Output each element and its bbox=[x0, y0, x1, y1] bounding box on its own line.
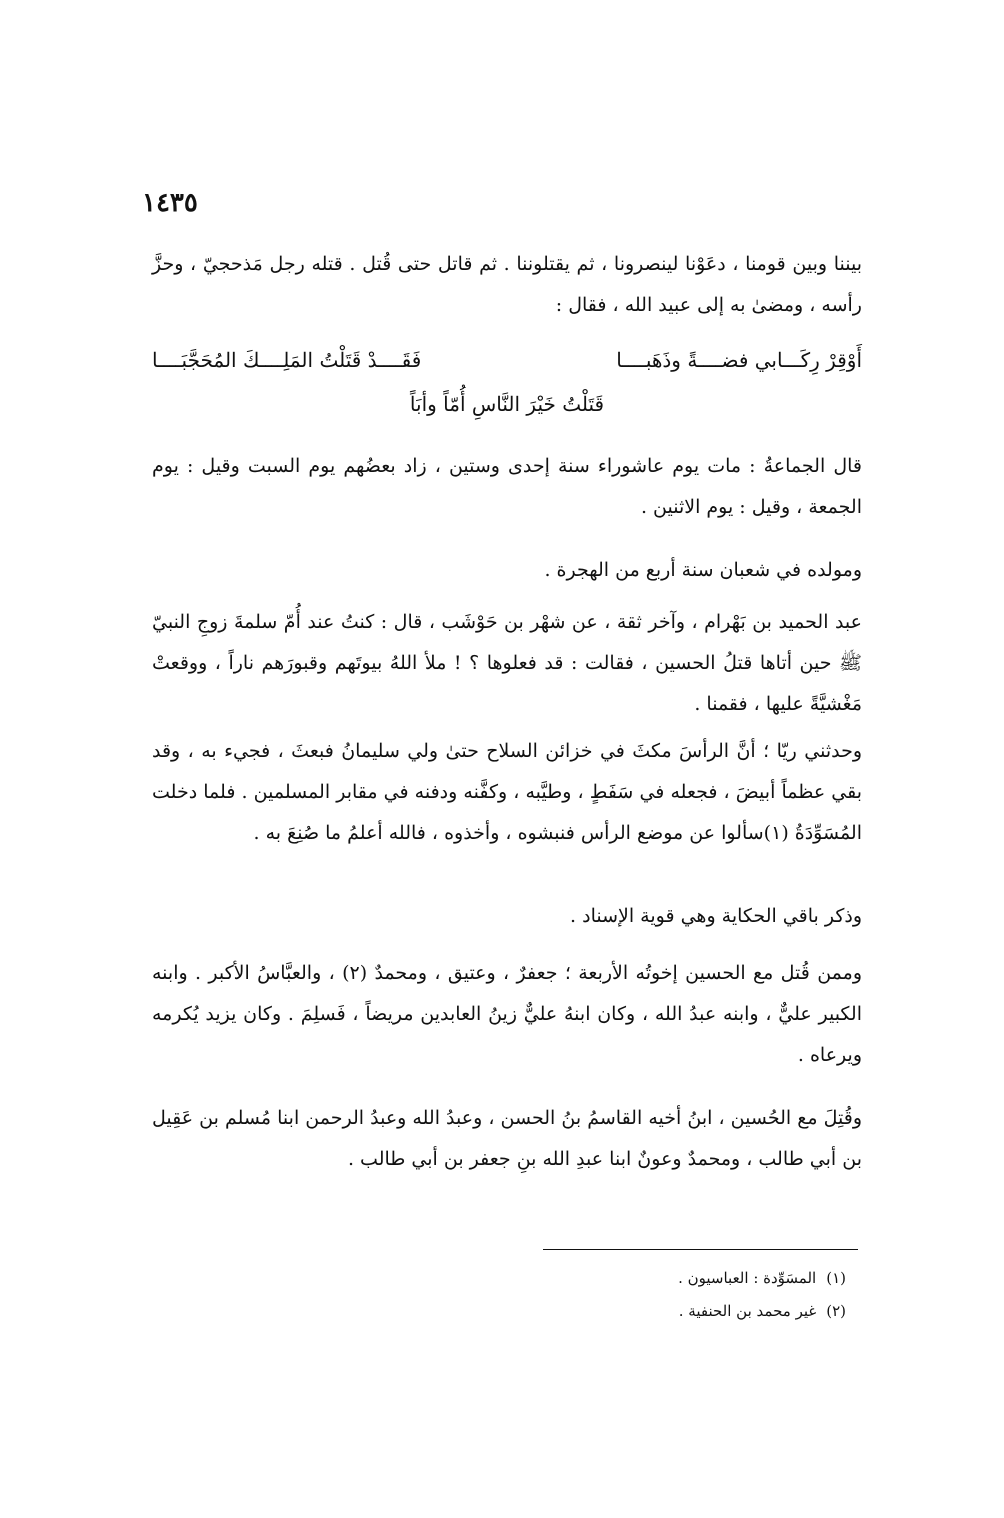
paragraph-text: بيننا وبين قومنا ، دعَوْنا لينصرونا ، ثم يقتلوننا . ثم قاتل حتى قُتل . قتله رجل مَذحجيّ ، وحزَّ رأسه ، ومضىٰ به إلى عبيد الله ، فقال : bbox=[152, 253, 862, 316]
verse-line bbox=[152, 338, 862, 382]
verse-line-2: قَتَلْتُ خَيْرَ النَّاسِ أُمّاً وأبَاً bbox=[409, 392, 605, 416]
poem-verse bbox=[152, 338, 862, 426]
verse-hemistich-1: أَوْقِرْ رِكَـــابي فضــــةً وذَهَبــــا bbox=[616, 348, 862, 372]
paragraph-text: وحدثني ريّا ؛ أنَّ الرأسَ مكثَ في خزائن السلاح حتىٰ ولي سليمانُ فبعثَ ، فجيء به ، وقد بقي عظماً أبيضَ ، فجعله في سَفَطٍ ، وطيَّبه ، وكفَّنه ودفنه في مقابر المسلمين . فلما دخلت المُسَوِّدَةُ (١)سألوا عن موضع الرأس فنبشوه ، وأخذوه ، فالله أعلمُ ما صُنِعَ به . bbox=[152, 740, 862, 844]
footnote-1 bbox=[400, 1266, 846, 1290]
footnote-text: غير محمد بن الحنفية . bbox=[678, 1302, 817, 1320]
footnote-2 bbox=[400, 1299, 846, 1323]
paragraph-text: وقُتِلَ مع الحُسين ، ابنُ أخيه القاسمُ بنُ الحسن ، وعبدُ الله وعبدُ الرحمن ابنا مُسلم بن عَقِيل بن أبي طالب ، ومحمدٌ وعونٌ ابنا عبدِ الله بنِ جعفر بن أبي طالب . bbox=[152, 1107, 862, 1170]
paragraph-text: وذكر باقي الحكاية وهي قوية الإسناد . bbox=[570, 905, 862, 927]
footnote-text: المسَوِّدة : العباسيون . bbox=[678, 1269, 817, 1287]
paragraph-2 bbox=[152, 446, 862, 528]
paragraph-text: وممن قُتل مع الحسين إخوتُه الأربعة ؛ جعفرٌ ، وعتيق ، ومحمدٌ (٢) ، والعبَّاسُ الأكبر . وابنه الكبير عليٌّ ، وابنه عبدُ الله ، وكان ابنهُ عليٌّ زينُ العابدين مريضاً ، فَسلِمَ . وكان يزيد يُكرمه ويرعاه . bbox=[152, 962, 862, 1066]
paragraph-4 bbox=[152, 602, 862, 725]
paragraph-7 bbox=[152, 953, 862, 1076]
verse-hemistich-2: فَقَــــدْ قَتَلْتُ المَلِــــكَ المُحَجَّبَــــا bbox=[152, 348, 422, 372]
paragraph-text: عبد الحميد بن بَهْرام ، وآخر ثقة ، عن شهْر بن حَوْشَب ، قال : كنتُ عند أُمّ سلمةَ زوجِ النبيّ ﷺ حين أتاها قتلُ الحسين ، فقالت : قد فعلوها ؟ ! ملأ اللهُ بيوتَهم وقبورَهم ناراً ، ووقعتْ مَغْشيَّةً عليها ، فقمنا . bbox=[152, 611, 862, 715]
paragraph-1 bbox=[152, 244, 862, 326]
paragraph-8 bbox=[152, 1098, 862, 1180]
paragraph-text: قال الجماعةُ : مات يوم عاشوراء سنة إحدى وستين ، زاد بعضُهم يوم السبت وقيل : يوم الجمعة ، وقيل : يوم الاثنين . bbox=[152, 455, 862, 518]
footnote-marker: (٢) bbox=[826, 1302, 846, 1320]
page-number: ١٤٣٥ bbox=[142, 188, 198, 218]
paragraph-3 bbox=[152, 550, 862, 591]
paragraph-6 bbox=[152, 896, 862, 937]
paragraph-5 bbox=[152, 731, 862, 854]
paragraph-text: ومولده في شعبان سنة أربع من الهجرة . bbox=[544, 559, 862, 581]
footnote-marker: (١) bbox=[826, 1269, 846, 1287]
footnote-divider bbox=[543, 1249, 858, 1250]
